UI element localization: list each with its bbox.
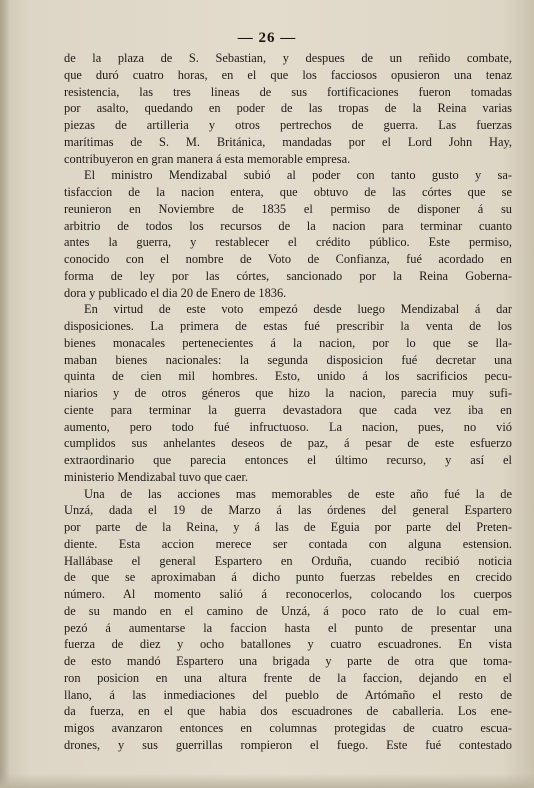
- text-line: ron posicion en una altura frente de la faccion, dejando en el: [64, 670, 512, 685]
- text-line: cumplidos sus anhelantes deseos de paz, á pesar de este esfuerzo: [64, 436, 512, 451]
- text-line: de que se aproximaban á dicho punto fuerzas rebeldes en crecido: [64, 570, 512, 585]
- text-line: llano, á las inmediaciones del pueblo de Artómaño el resto de: [64, 687, 512, 702]
- text-line: drones, y sus guerrillas rompieron el fuego. Este fué contestado: [64, 737, 512, 752]
- text-line: de esto mandó Espartero una brigada y parte de otra que toma-: [64, 654, 512, 668]
- text-line: maban bienes nacionales: la segunda disposicion fué decretar una: [64, 352, 512, 367]
- text-line: disposiciones. La primera de estas fué prescribir la venta de los: [64, 319, 512, 333]
- text-line: fuerza de diez y ocho batallones y cuatro escuadrones. En vista: [64, 637, 512, 652]
- text-line: arbitrio de todos los recursos de la nacion para terminar cuanto: [64, 218, 512, 233]
- text-line: por parte de la Reina, y á las de Eguia por parte del Preten-: [64, 520, 512, 534]
- text-line: diente. Esta accion merece ser contada con alguna estension.: [64, 536, 512, 551]
- text-line: migos avanzaron entonces en columnas protegidas de cuatro escua-: [64, 721, 512, 735]
- page-number: — 26 —: [237, 30, 297, 46]
- text-line: da fuerza, en el que habia dos escuadrones de caballeria. Los ene-: [64, 704, 512, 719]
- text-line: extraordinario que parecia entonces el último recurso, y así el: [64, 453, 512, 467]
- text-line: niarios y de otros géneros que hizo la nacion, parecia muy sufi-: [64, 386, 512, 400]
- text-line: resistencia, las tres lineas de sus fortificaciones fueron tomadas: [64, 84, 512, 99]
- text-line: de su mando en el camino de Unzá, á poco rato de lo cual em-: [64, 603, 512, 618]
- text-line: bienes monacales pertenecientes á la nacion, por lo que se lla-: [64, 335, 512, 350]
- text-line: que duró cuatro horas, en el que los facciosos opusieron una tenaz: [64, 67, 512, 82]
- text-line: marítimas de S. M. Británica, mandadas por el Lord John Hay,: [64, 134, 512, 149]
- text-line: de la plaza de S. Sebastian, y despues de un reñido combate,: [64, 51, 512, 65]
- text-line: El ministro Mendizabal subió al poder con tanto gusto y sa-: [84, 168, 512, 183]
- text-line: reunieron en Noviembre de 1835 el permiso de disponer á su: [64, 201, 512, 216]
- text-line: ciente para terminar la guerra devastadora que cada vez iba en: [64, 402, 512, 417]
- text-line: por asalto, quedando en poder de las tropas de la Reina varias: [64, 101, 512, 116]
- text-line: pezó á aumentarse la faccion hasta el punto de presentar una: [64, 620, 512, 635]
- text-line: piezas de artilleria y otros pertrechos de guerra. Las fuerzas: [64, 118, 512, 132]
- text-line: antes la guerra, y restablecer el crédito público. Este permiso,: [64, 235, 512, 250]
- text-line: número. Al momento salió á reconocerlos, colocando los cuerpos: [64, 587, 512, 601]
- text-line: ministerio Mendizabal tuvo que caer.: [64, 469, 249, 484]
- text-line: forma de ley por las córtes, sancionado por la Reina Goberna-: [64, 268, 512, 283]
- text-line: contribuyeron en gran manera á esta memorable empresa.: [64, 151, 351, 166]
- text-line: Unzá, dada el 19 de Marzo á las órdenes del general Espartero: [64, 503, 512, 518]
- page-bottom-shadow: [0, 774, 534, 788]
- body-text: [64, 50, 512, 754]
- page-edge-shadow: [0, 0, 10, 788]
- text-line: dora y publicado el dia 20 de Enero de 1836.: [64, 285, 287, 300]
- text-line: Hallábase el general Espartero en Orduña, cuando recibió noticia: [64, 553, 512, 568]
- text-line: quinta de cien mil hombres. Esto, unido á los sacrificios pecu-: [64, 369, 512, 384]
- text-line: conocido con el nombre de Voto de Confianza, fué acordado en: [64, 252, 512, 266]
- text-line: En virtud de este voto empezó desde luego Mendizabal á dar: [84, 302, 512, 317]
- text-line: Una de las acciones mas memorables de este año fué la de: [84, 486, 512, 501]
- text-line: tisfaccion de la nacion entera, que obtuvo de las córtes que se: [64, 185, 512, 199]
- text-line: aumento, pero todo fué infructuoso. La nacion, pues, no vió: [64, 419, 512, 434]
